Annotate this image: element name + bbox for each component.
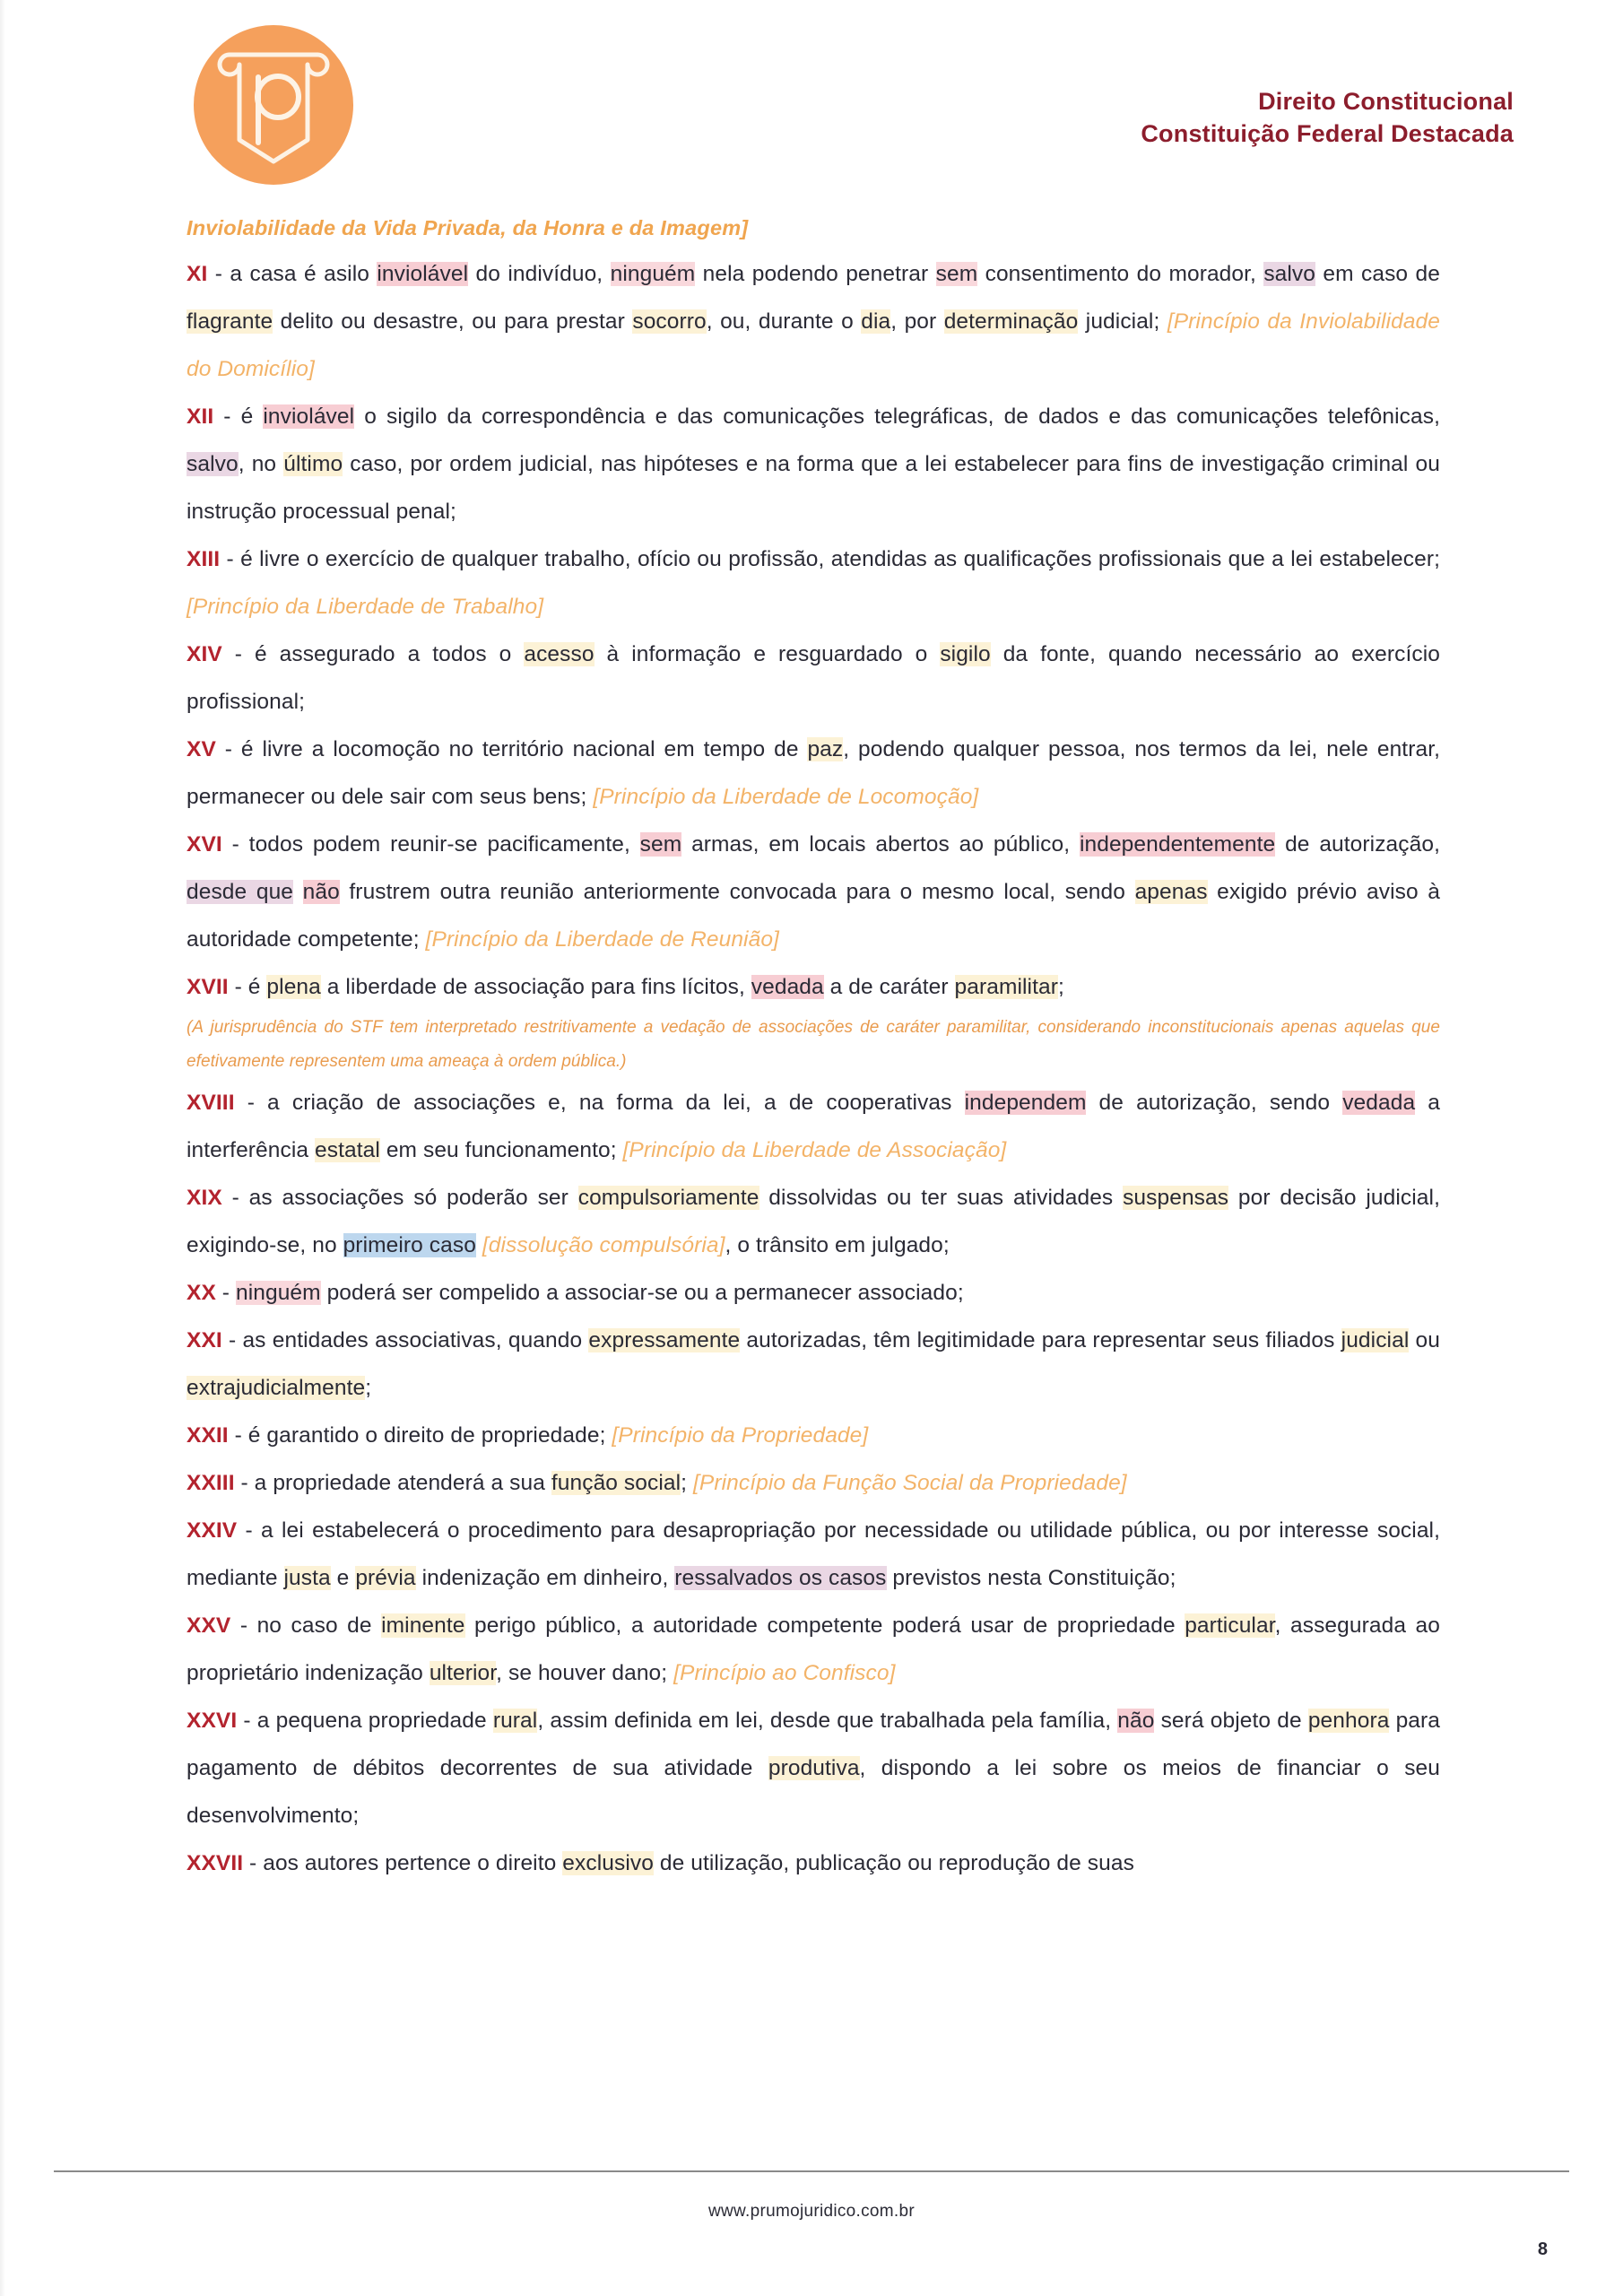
clause-text: - a casa é asilo <box>207 262 378 286</box>
principle-annotation: [Princípio da Função Social da Propriedade] <box>693 1471 1127 1495</box>
clause-numeral: XVIII <box>187 1091 235 1115</box>
highlight-cream: iminente <box>381 1613 465 1638</box>
logo-circle <box>194 25 353 185</box>
clause-text: - é garantido o direito de propriedade; <box>228 1423 612 1448</box>
clause-text: a liberdade de associação para fins lícitos, <box>320 975 751 999</box>
clause-text: , o trânsito em julgado; <box>725 1233 950 1257</box>
principle-annotation: [Princípio da Liberdade de Reunião] <box>425 927 779 952</box>
clause-text: caso, por ordem judicial, nas hipóteses e na forma que a lei estabelecer para fins de investigação criminal ou instrução processual penal; <box>187 452 1440 524</box>
clause-text: - todos podem reunir-se pacificamente, <box>221 832 640 857</box>
highlight-cream: extrajudicialmente <box>187 1376 366 1400</box>
highlight-cream: paz <box>807 737 844 761</box>
clause-text: - é livre a locomoção no território nacional em tempo de <box>215 737 808 761</box>
clause-text: previstos nesta Constituição; <box>886 1566 1176 1590</box>
jurisprudence-note: (A jurisprudência do STF tem interpretado restritivamente a vedação de associações de caráter paramilitar, considerando inconstitucionais apenas aquelas que efetivamente representem uma ameaça à ordem pública.) <box>187 1018 1440 1071</box>
highlight-cream: penhora <box>1307 1709 1390 1733</box>
clause-text: autorizadas, têm legitimidade para representar seus filiados <box>740 1328 1341 1352</box>
clause-text: ; <box>365 1376 372 1400</box>
clause-text: - a propriedade atenderá a sua <box>234 1471 551 1495</box>
clause-numeral: XII <box>187 404 214 429</box>
highlight-cream: função social <box>551 1471 681 1495</box>
clause-text: , se houver dano; <box>496 1661 674 1685</box>
highlight-cream: sigilo <box>940 642 991 666</box>
highlight-purple: salvo <box>187 452 239 476</box>
clause-text: - a lei estabelecerá o procedimento para desapropriação por necessidade ou utilidade pública, ou por interesse social, mediante <box>187 1518 1440 1590</box>
page-header <box>0 0 1623 184</box>
section-heading: Inviolabilidade da Vida Privada, da Honra e da Imagem] <box>187 216 749 239</box>
highlight-cream: compulsoriamente <box>577 1186 759 1210</box>
clause-text: , ou, durante o <box>706 309 862 334</box>
highlight-cream: prévia <box>355 1566 416 1590</box>
clause-numeral: XXVI <box>187 1709 238 1733</box>
highlight-rose: ninguém <box>235 1281 321 1305</box>
clause-note-xvii <box>187 1011 1440 1079</box>
highlight-pink: não <box>1117 1709 1155 1733</box>
highlight-cream: apenas <box>1134 880 1208 904</box>
clause-xii <box>187 393 1440 535</box>
clause-text: ; <box>1058 975 1064 999</box>
clause-text: poderá ser compelido a associar-se ou a permanecer associado; <box>320 1281 964 1305</box>
highlight-cream: justa <box>283 1566 331 1590</box>
highlight-pink: inviolável <box>377 262 469 286</box>
clause-xv <box>187 726 1440 821</box>
clause-xi <box>187 250 1440 393</box>
clause-numeral: XV <box>187 737 216 761</box>
clause-text <box>293 880 303 904</box>
highlight-cream: ulterior <box>429 1661 497 1685</box>
clause-numeral: XI <box>187 262 208 286</box>
clause-numeral: XVI <box>187 832 222 857</box>
clause-numeral: XXIV <box>187 1518 238 1543</box>
clause-text: exigido prévio aviso à autoridade competente; <box>187 880 1440 952</box>
logo <box>194 25 353 185</box>
principle-annotation: [Princípio da Liberdade de Locomoção] <box>593 785 979 809</box>
page-title <box>1141 85 1514 150</box>
highlight-pink: não <box>302 880 340 904</box>
highlight-cream: dia <box>861 309 891 334</box>
clause-numeral: XXII <box>187 1423 229 1448</box>
clause-xvii <box>187 963 1440 1011</box>
highlight-cream: judicial <box>1341 1328 1410 1352</box>
clause-text: à informação e resguardado o <box>594 642 941 666</box>
clause-text: por decisão judicial, exigindo-se, no <box>187 1186 1440 1257</box>
clause-text: delito ou desastre, ou para prestar <box>273 309 633 334</box>
clause-text: - <box>215 1281 236 1305</box>
clause-text: - é assegurado a todos o <box>221 642 525 666</box>
clause-text: , assegurada ao proprietário indenização <box>187 1613 1440 1685</box>
clause-xxvii <box>187 1839 1440 1887</box>
title-line-1: Direito Constitucional <box>1258 88 1514 115</box>
highlight-pink: independem <box>964 1091 1087 1115</box>
clause-text: - aos autores pertence o direito <box>243 1851 563 1875</box>
principle-annotation: [Princípio da Propriedade] <box>612 1423 869 1448</box>
clause-text: - as entidades associativas, quando <box>221 1328 589 1352</box>
footer-url: www.prumojuridico.com.br <box>708 2202 915 2221</box>
clause-text: , por <box>890 309 944 334</box>
clause-numeral: XIV <box>187 642 222 666</box>
highlight-pink: vedada <box>1342 1091 1416 1115</box>
highlight-cream: particular <box>1185 1613 1275 1638</box>
clause-text: de autorização, <box>1275 832 1440 857</box>
clause-text: indenização em dinheiro, <box>415 1566 675 1590</box>
clause-text: em seu funcionamento; <box>379 1138 623 1162</box>
clause-text: - é <box>213 404 264 429</box>
clause-text: de autorização, sendo <box>1086 1091 1343 1115</box>
principle-annotation: [Princípio da Inviolabilidade do Domicílio] <box>187 309 1441 381</box>
clause-text: - no caso de <box>230 1613 382 1638</box>
clause-text: , dispondo a lei sobre os meios de financiar o seu desenvolvimento; <box>187 1756 1441 1828</box>
highlight-purple: salvo <box>1263 262 1316 286</box>
clause-numeral: XVII <box>187 975 229 999</box>
clause-text: - é livre o exercício de qualquer trabalho, ofício ou profissão, atendidas as qualificações profissionais que a lei estabelecer; <box>220 547 1440 571</box>
clause-xiii <box>187 535 1440 631</box>
clause-text: será objeto de <box>1154 1709 1308 1733</box>
clause-text: - a pequena propriedade <box>237 1709 493 1733</box>
highlight-cream: estatal <box>315 1138 380 1162</box>
highlight-cream: socorro <box>632 309 707 334</box>
highlight-rose: ninguém <box>610 262 696 286</box>
clause-xxiii <box>187 1459 1440 1507</box>
clause-text: da fonte, quando necessário ao exercício profissional; <box>187 642 1440 714</box>
highlight-purple: ressalvados os casos <box>674 1566 887 1590</box>
title-line-2: Constituição Federal Destacada <box>1141 120 1514 147</box>
clause-text: do indivíduo, <box>468 262 611 286</box>
highlight-cream: plena <box>266 975 321 999</box>
principle-annotation: [dissolução compulsória] <box>482 1233 725 1257</box>
principle-annotation: [Princípio da Liberdade de Trabalho] <box>187 595 544 619</box>
highlight-pink: independentemente <box>1079 832 1276 857</box>
principle-annotation: [Princípio ao Confisco] <box>673 1661 896 1685</box>
clause-text: armas, em locais abertos ao público, <box>681 832 1080 857</box>
highlight-cream: suspensas <box>1123 1186 1229 1210</box>
clause-text <box>476 1233 482 1257</box>
clause-text: para pagamento de débitos decorrentes de sua atividade <box>187 1709 1441 1780</box>
highlight-rose: sem <box>935 262 978 286</box>
clause-numeral: XIII <box>187 547 221 571</box>
highlight-cream: determinação <box>943 309 1079 334</box>
clause-text: consentimento do morador, <box>977 262 1264 286</box>
highlight-pink: vedada <box>751 975 824 999</box>
clause-text: a de caráter <box>823 975 955 999</box>
highlight-cream: último <box>283 452 343 476</box>
clause-text: nela podendo penetrar <box>695 262 936 286</box>
page-number: 8 <box>1537 2239 1548 2259</box>
principle-annotation: [Princípio da Liberdade de Associação] <box>622 1138 1007 1162</box>
highlight-cream: produtiva <box>768 1756 860 1780</box>
clause-xviii <box>187 1079 1440 1174</box>
clause-text: , no <box>238 452 284 476</box>
clause-text: , podendo qualquer pessoa, nos termos da lei, nele entrar, permanecer ou dele sair com seus bens; <box>187 737 1441 809</box>
clause-text: ou <box>1409 1328 1441 1352</box>
clause-text: de utilização, publicação ou reprodução de suas <box>653 1851 1134 1875</box>
clause-text: - a criação de associações e, na forma da lei, a de cooperativas <box>234 1091 965 1115</box>
highlight-cream: exclusivo <box>562 1851 654 1875</box>
highlight-cream: rural <box>492 1709 538 1733</box>
clause-xix <box>187 1174 1440 1269</box>
clause-xvi <box>187 821 1440 963</box>
clause-text: a interferência <box>187 1091 1441 1162</box>
clause-numeral: XX <box>187 1281 216 1305</box>
clause-numeral: XXVII <box>187 1851 244 1875</box>
clause-text: o sigilo da correspondência e das comunicações telegráficas, de dados e das comunicações telefônicas, <box>354 404 1440 429</box>
highlight-pink: sem <box>639 832 682 857</box>
clause-text: - as associações só poderão ser <box>221 1186 578 1210</box>
highlight-cream: expressamente <box>588 1328 741 1352</box>
clause-text: , assim definida em lei, desde que trabalhada pela família, <box>537 1709 1118 1733</box>
clause-xxi <box>187 1317 1440 1412</box>
highlight-cream: paramilitar <box>954 975 1058 999</box>
clause-text: - é <box>228 975 267 999</box>
clause-numeral: XIX <box>187 1186 222 1210</box>
clause-xxvi <box>187 1697 1440 1839</box>
clause-text: ; <box>681 1471 693 1495</box>
clause-text: dissolvidas ou ter suas atividades <box>759 1186 1124 1210</box>
highlight-cream: flagrante <box>187 309 273 334</box>
clause-numeral: XXI <box>187 1328 222 1352</box>
clause-xxv <box>187 1602 1440 1697</box>
clause-text: perigo público, a autoridade competente poderá usar de propriedade <box>464 1613 1185 1638</box>
clause-xiv <box>187 631 1440 726</box>
clause-xxiv <box>187 1507 1440 1602</box>
clause-text: em caso de <box>1315 262 1440 286</box>
highlight-purple: desde que <box>187 880 294 904</box>
clause-text: frustrem outra reunião anteriormente convocada para o mesmo local, sendo <box>339 880 1135 904</box>
footer-divider <box>54 2170 1569 2172</box>
clause-text: judicial; <box>1078 309 1167 334</box>
prumo-juridico-logo-icon <box>194 25 353 185</box>
highlight-pink: inviolável <box>263 404 355 429</box>
clause-xx <box>187 1269 1440 1317</box>
document-body <box>187 208 1440 1887</box>
highlight-cream: acesso <box>524 642 595 666</box>
clause-numeral: XXIII <box>187 1471 235 1495</box>
clause-numeral: XXV <box>187 1613 231 1638</box>
clause-text: e <box>330 1566 356 1590</box>
highlight-blue: primeiro caso <box>343 1233 476 1257</box>
page-edge-shadow <box>0 0 5 2296</box>
clause-list <box>187 250 1440 1887</box>
clause-xxii <box>187 1412 1440 1459</box>
